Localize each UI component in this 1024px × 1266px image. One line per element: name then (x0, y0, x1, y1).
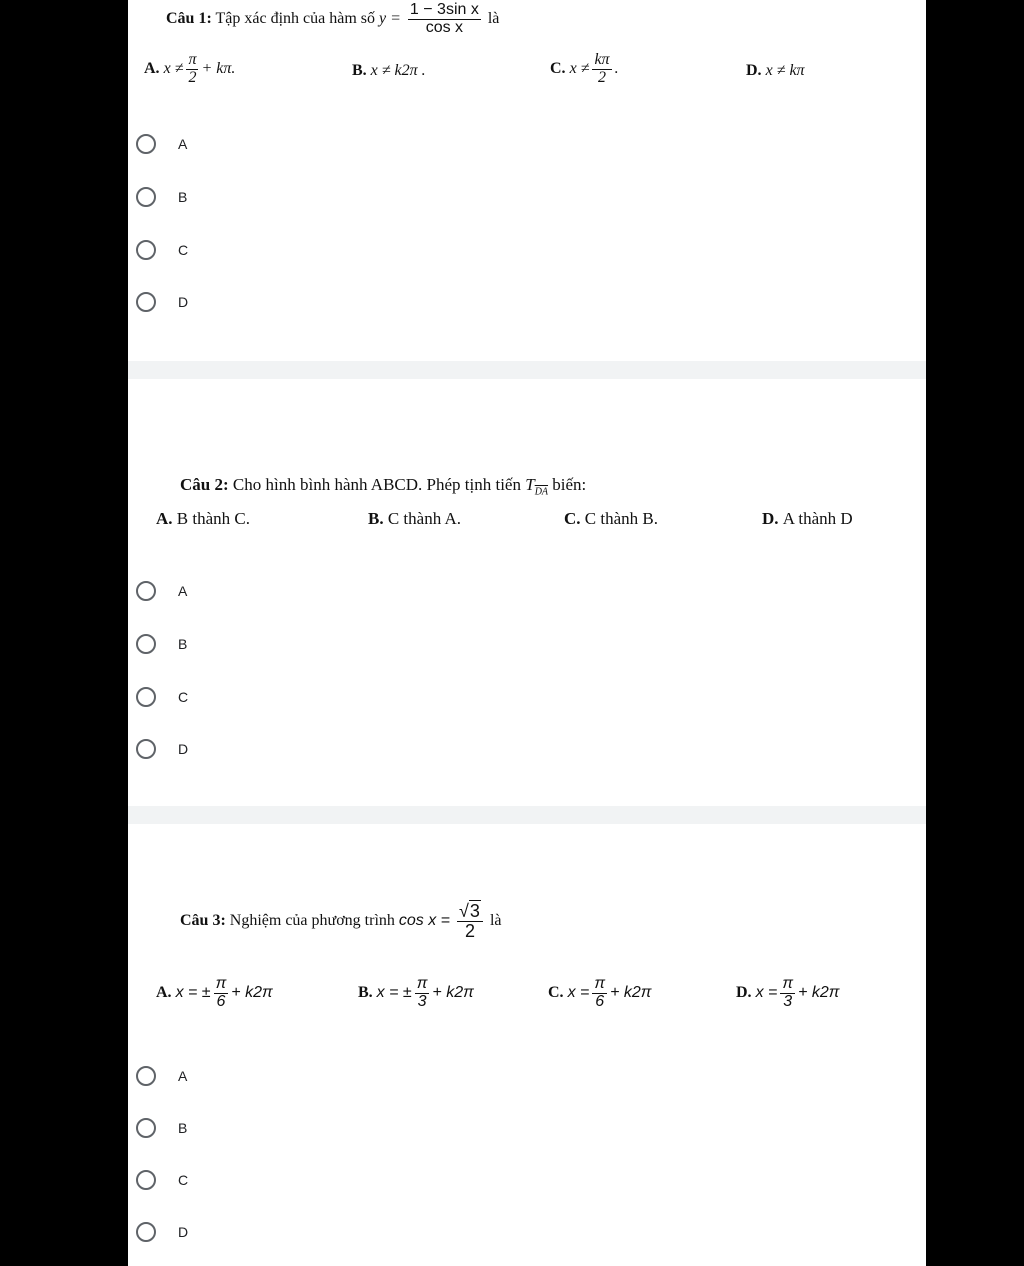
option-letter: C. (550, 60, 566, 78)
radio-button[interactable] (136, 739, 156, 759)
sqrt-icon: √ (459, 901, 469, 921)
question-2-text (180, 475, 586, 497)
choice-label: B (178, 636, 188, 652)
fraction-numerator: π (215, 975, 227, 992)
fraction-denominator: 3 (783, 992, 793, 1010)
choice-c[interactable] (136, 684, 188, 710)
radio-button[interactable] (136, 1118, 156, 1138)
operator-vector: DA (534, 486, 549, 498)
option-pre: x = ± (376, 984, 412, 1002)
option-text: A thành D (782, 509, 853, 528)
option-letter: A. (144, 60, 160, 78)
radio-button[interactable] (136, 134, 156, 154)
option-pre: x = (567, 984, 590, 1002)
fraction-numerator: π (594, 975, 606, 992)
option-pre: x = ± (175, 984, 211, 1002)
option-text: x ≠ k2π . (370, 62, 426, 79)
option-letter: B. (358, 984, 373, 1002)
choice-b[interactable] (136, 1115, 187, 1141)
choice-label: D (178, 1224, 189, 1240)
translation-operator (525, 475, 549, 498)
question-stem: Nghiệm của phương trình (229, 912, 395, 930)
radio-button[interactable] (136, 1170, 156, 1190)
option-fraction (186, 52, 198, 87)
option-letter: D. (746, 62, 762, 79)
radio-button[interactable] (136, 187, 156, 207)
question-1-text (166, 2, 499, 37)
choice-label: B (178, 189, 188, 205)
radio-button[interactable] (136, 292, 156, 312)
option-letter: D. (736, 984, 752, 1002)
formula-lhs: y = (379, 9, 401, 27)
option-letter: A. (156, 509, 173, 528)
choice-d[interactable] (136, 736, 188, 762)
question-stem: Tập xác định của hàm số (215, 9, 375, 27)
question-label: Câu 3: (180, 912, 226, 930)
choice-a[interactable] (136, 578, 187, 604)
question-label: Câu 1: (166, 9, 212, 27)
option-letter: C. (564, 509, 581, 528)
option-a (156, 976, 273, 1011)
option-c (550, 52, 619, 87)
option-letter: B. (352, 62, 367, 79)
option-fraction (780, 976, 795, 1011)
option-text: C thành A. (387, 509, 462, 528)
option-text: B thành C. (176, 509, 250, 528)
radio-button[interactable] (136, 1222, 156, 1242)
option-letter: D. (762, 509, 779, 528)
radio-button[interactable] (136, 687, 156, 707)
choice-label: C (178, 242, 189, 258)
choice-b[interactable] (136, 184, 187, 210)
fraction-numerator (457, 902, 483, 922)
question-stem: Cho hình bình hành ABCD. Phép tịnh tiến (232, 475, 521, 494)
option-pre: x ≠ (163, 60, 184, 78)
choice-a[interactable] (136, 1063, 187, 1089)
fraction-numerator: π (416, 975, 428, 992)
radio-button[interactable] (136, 634, 156, 654)
option-b (358, 976, 474, 1011)
choice-label: D (178, 741, 189, 757)
question-label: Câu 2: (180, 475, 229, 494)
fraction-denominator: 6 (595, 992, 605, 1010)
formula-fraction (408, 2, 481, 37)
option-letter: B. (368, 509, 384, 528)
option-post: + k2π (231, 984, 273, 1002)
choice-c[interactable] (136, 237, 188, 263)
option-post: + k2π (798, 984, 840, 1002)
option-c (548, 976, 651, 1011)
choice-b[interactable] (136, 631, 187, 657)
option-pre: x ≠ (569, 60, 590, 78)
option-text: x ≠ kπ (765, 62, 805, 79)
question-suffix: biến: (552, 475, 587, 494)
option-a (156, 509, 250, 529)
operator-symbol: T (525, 475, 535, 494)
option-post: + k2π (610, 984, 652, 1002)
option-d (746, 62, 805, 80)
radio-button[interactable] (136, 581, 156, 601)
question-card-1 (128, 0, 926, 361)
option-d (736, 976, 839, 1011)
question-card-3 (128, 824, 926, 1266)
fraction-denominator: 6 (216, 992, 226, 1010)
option-d (762, 509, 853, 529)
option-a (144, 52, 235, 87)
formula-fraction (457, 902, 483, 941)
option-fraction (214, 976, 229, 1011)
question-3-text (180, 902, 501, 941)
fraction-numerator: π (188, 51, 197, 68)
option-fraction (592, 976, 607, 1011)
radio-button[interactable] (136, 240, 156, 260)
option-c (564, 509, 658, 529)
sqrt-radicand: 3 (469, 901, 480, 921)
option-post: . (614, 60, 619, 78)
fraction-numerator: 1 − 3sin x (409, 1, 479, 18)
question-suffix: là (487, 9, 500, 27)
option-text: C thành B. (584, 509, 658, 528)
option-pre: x = (755, 984, 778, 1002)
option-post: + k2π (432, 984, 474, 1002)
choice-label: A (178, 1068, 188, 1084)
option-letter: C. (548, 984, 564, 1002)
choice-d[interactable] (136, 289, 188, 315)
choice-label: C (178, 689, 189, 705)
question-suffix: là (489, 912, 502, 930)
choice-label: D (178, 294, 189, 310)
choice-label: C (178, 1172, 189, 1188)
choice-label: A (178, 136, 188, 152)
option-fraction (415, 976, 430, 1011)
choice-d[interactable] (136, 1219, 188, 1245)
fraction-denominator: cos x (425, 18, 464, 36)
fraction-denominator: 2 (598, 68, 607, 86)
fraction-numerator: π (782, 975, 794, 992)
question-card-2 (128, 379, 926, 806)
fraction-numerator: kπ (594, 51, 610, 68)
option-post: + kπ. (201, 60, 236, 78)
option-b (352, 62, 426, 80)
choice-label: B (178, 1120, 188, 1136)
option-b (368, 509, 461, 529)
radio-button[interactable] (136, 1066, 156, 1086)
option-fraction (592, 52, 611, 87)
fraction-denominator: 2 (188, 68, 197, 86)
choice-c[interactable] (136, 1167, 188, 1193)
option-letter: A. (156, 984, 172, 1002)
form-page (128, 0, 926, 1266)
choice-label: A (178, 583, 188, 599)
fraction-denominator: 2 (464, 920, 475, 941)
choice-a[interactable] (136, 131, 187, 157)
formula-lhs: cos x = (398, 912, 451, 930)
fraction-denominator: 3 (417, 992, 427, 1010)
